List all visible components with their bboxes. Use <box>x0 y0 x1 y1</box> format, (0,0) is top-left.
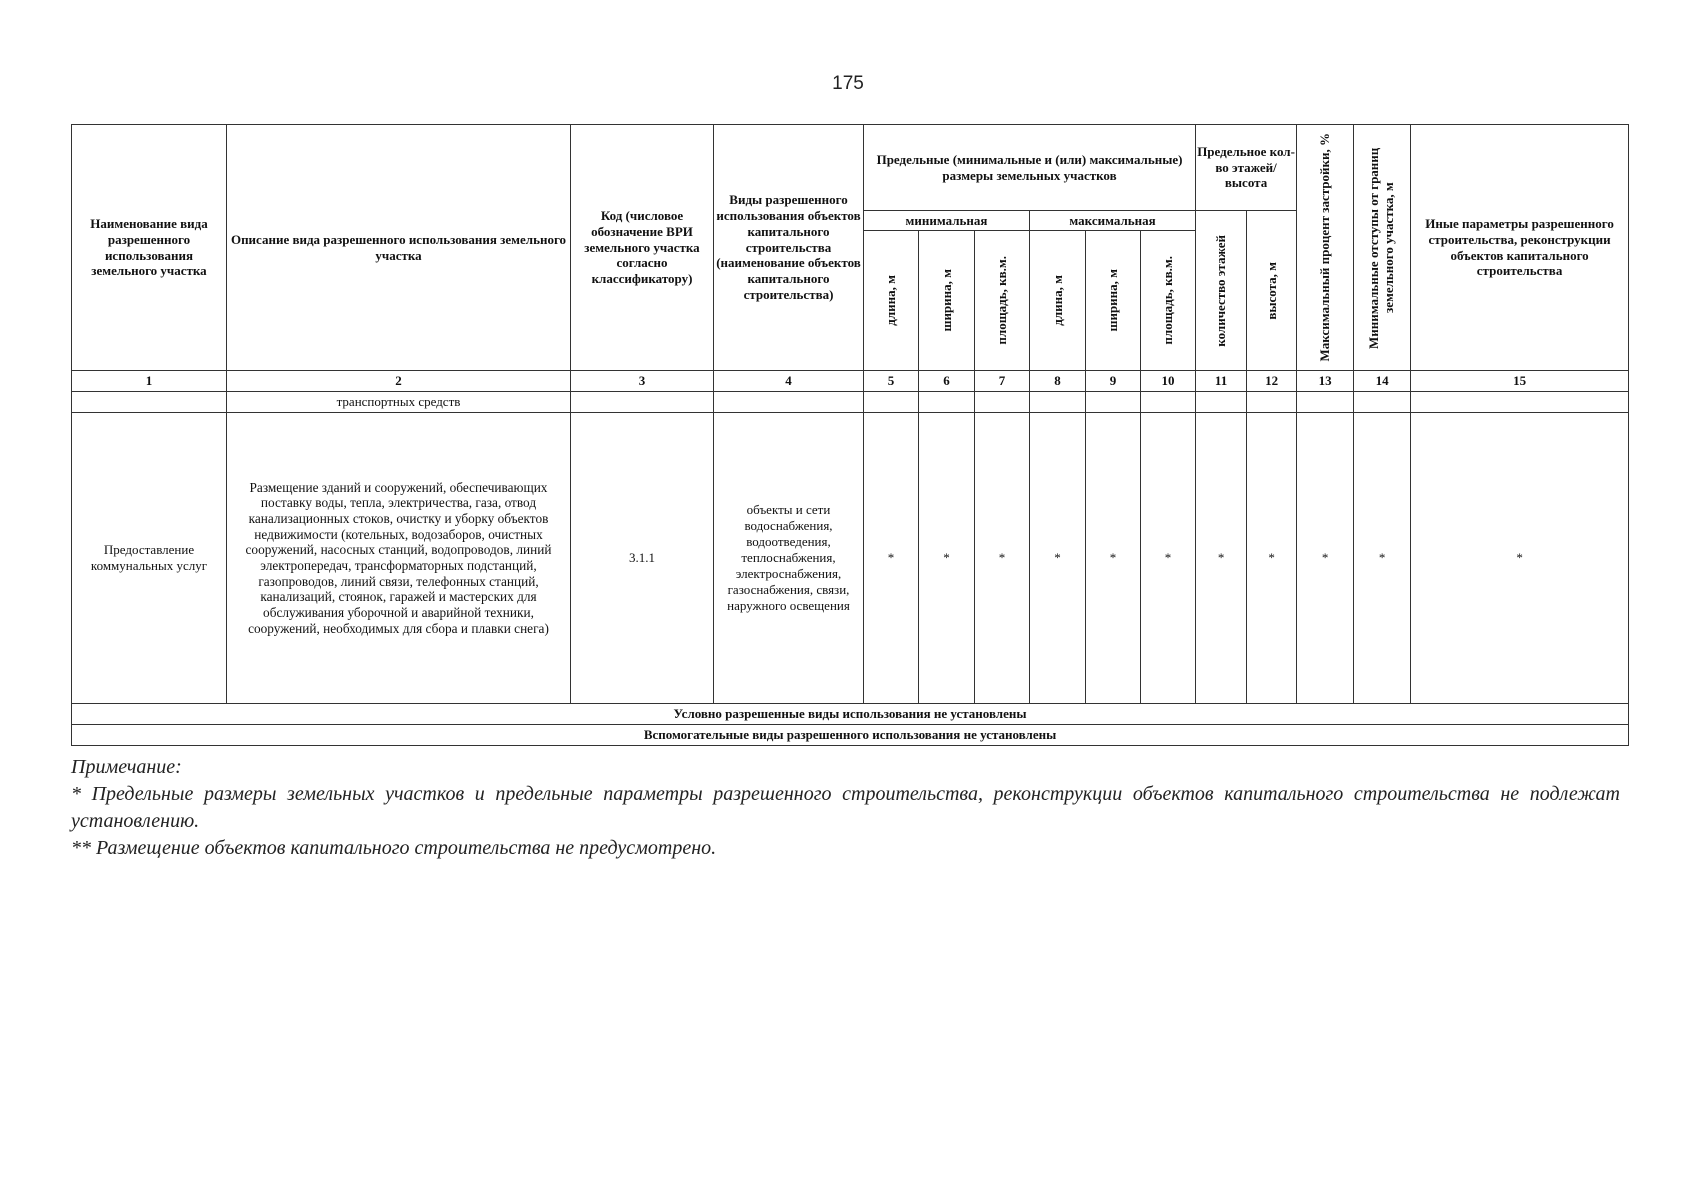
column-number: 5 <box>864 371 919 392</box>
header-objects: Виды разрешенного использования объектов капитального строительства (наименование объектов капитального строительства) <box>714 125 864 371</box>
empty-cell <box>714 392 864 413</box>
header-name: Наименование вида разрешенного использования земельного участка <box>72 125 227 371</box>
empty-cell <box>1411 392 1629 413</box>
header-min: минимальная <box>864 211 1030 231</box>
table-row <box>72 413 1629 704</box>
min-width-value: * <box>919 413 975 704</box>
notes-block <box>71 754 1620 862</box>
column-number: 6 <box>919 371 975 392</box>
header-code: Код (числовое обозначение ВРИ земельного участка согласно классификатору) <box>571 125 714 371</box>
max-area-value: * <box>1141 413 1196 704</box>
use-name-cell: Предоставление коммунальных услуг <box>72 413 227 704</box>
empty-cell <box>919 392 975 413</box>
column-number-row <box>72 371 1629 392</box>
column-number: 11 <box>1196 371 1247 392</box>
objects-cell: объекты и сети водоснабжения, водоотведения, теплоснабжения, электроснабжения, газоснабжения, связи, наружного освещения <box>714 413 864 704</box>
empty-cell <box>975 392 1030 413</box>
use-description-cell: Размещение зданий и сооружений, обеспечивающих поставку воды, тепла, электричества, газа, отвод канализационных стоков, очистку и уборку объектов недвижимости (котельных, водозаборов, очистных сооружений, насосных станций, водопроводов, линий электропередач, трансформаторных подстанций, газопроводов, линий связи, телефонных станций, канализаций, стоянок, гаражей и мастерских для обслуживания уборочной и аварийной техники, сооружений, необходимых для сбора и плавки снега) <box>227 413 571 704</box>
empty-cell <box>1030 392 1086 413</box>
notes-title: Примечание: <box>71 756 182 778</box>
header-height: высота, м <box>1247 211 1297 371</box>
empty-cell <box>1247 392 1297 413</box>
max-length-value: * <box>1030 413 1086 704</box>
header-min-width: ширина, м <box>919 231 975 371</box>
use-code-cell: 3.1.1 <box>571 413 714 704</box>
setbacks-value: * <box>1354 413 1411 704</box>
empty-cell <box>1297 392 1354 413</box>
header-floors: количество этажей <box>1196 211 1247 371</box>
height-value: * <box>1247 413 1297 704</box>
page-number: 175 <box>832 73 864 94</box>
empty-cell <box>1354 392 1411 413</box>
column-number: 10 <box>1141 371 1196 392</box>
conditional-uses-text: Условно разрешенные виды использования не установлены <box>72 704 1629 725</box>
zoning-parameters-table <box>71 124 1629 746</box>
floors-value: * <box>1196 413 1247 704</box>
empty-cell <box>1196 392 1247 413</box>
empty-cell <box>571 392 714 413</box>
max-percent-value: * <box>1297 413 1354 704</box>
auxiliary-uses-row <box>72 725 1629 746</box>
min-length-value: * <box>864 413 919 704</box>
other-params-value: * <box>1411 413 1629 704</box>
max-width-value: * <box>1086 413 1141 704</box>
column-number: 3 <box>571 371 714 392</box>
continuation-row <box>72 392 1629 413</box>
note-1: * Предельные размеры земельных участков и предельные параметры разрешенного строительства, реконструкции объектов капитального строительства не подлежат установлению. <box>71 783 1620 832</box>
header-description: Описание вида разрешенного использования земельного участка <box>227 125 571 371</box>
empty-cell <box>1141 392 1196 413</box>
column-number: 1 <box>72 371 227 392</box>
header-min-area: площадь, кв.м. <box>975 231 1030 371</box>
note-2: ** Размещение объектов капитального строительства не предусмотрено. <box>71 837 717 859</box>
conditional-uses-row <box>72 704 1629 725</box>
header-setbacks: Минимальные отступы от границ земельного участка, м <box>1354 125 1411 371</box>
min-area-value: * <box>975 413 1030 704</box>
empty-cell <box>72 392 227 413</box>
column-number: 8 <box>1030 371 1086 392</box>
header-min-length: длина, м <box>864 231 919 371</box>
continuation-text: транспортных средств <box>227 392 571 413</box>
empty-cell <box>864 392 919 413</box>
header-floors-group: Предельное кол-во этажей/ высота <box>1196 125 1297 211</box>
header-max: максимальная <box>1030 211 1196 231</box>
header-max-length: длина, м <box>1030 231 1086 371</box>
column-number: 7 <box>975 371 1030 392</box>
column-number: 12 <box>1247 371 1297 392</box>
empty-cell <box>1086 392 1141 413</box>
column-number: 15 <box>1411 371 1629 392</box>
header-max-percent: Максимальный процент застройки, % <box>1297 125 1354 371</box>
header-other: Иные параметры разрешенного строительства, реконструкции объектов капитального строительства <box>1411 125 1629 371</box>
column-number: 14 <box>1354 371 1411 392</box>
header-max-area: площадь, кв.м. <box>1141 231 1196 371</box>
header-max-width: ширина, м <box>1086 231 1141 371</box>
header-plot-sizes: Предельные (минимальные и (или) максимальные) размеры земельных участков <box>864 125 1196 211</box>
column-number: 9 <box>1086 371 1141 392</box>
column-number: 13 <box>1297 371 1354 392</box>
column-number: 4 <box>714 371 864 392</box>
column-number: 2 <box>227 371 571 392</box>
auxiliary-uses-text: Вспомогательные виды разрешенного использования не установлены <box>72 725 1629 746</box>
